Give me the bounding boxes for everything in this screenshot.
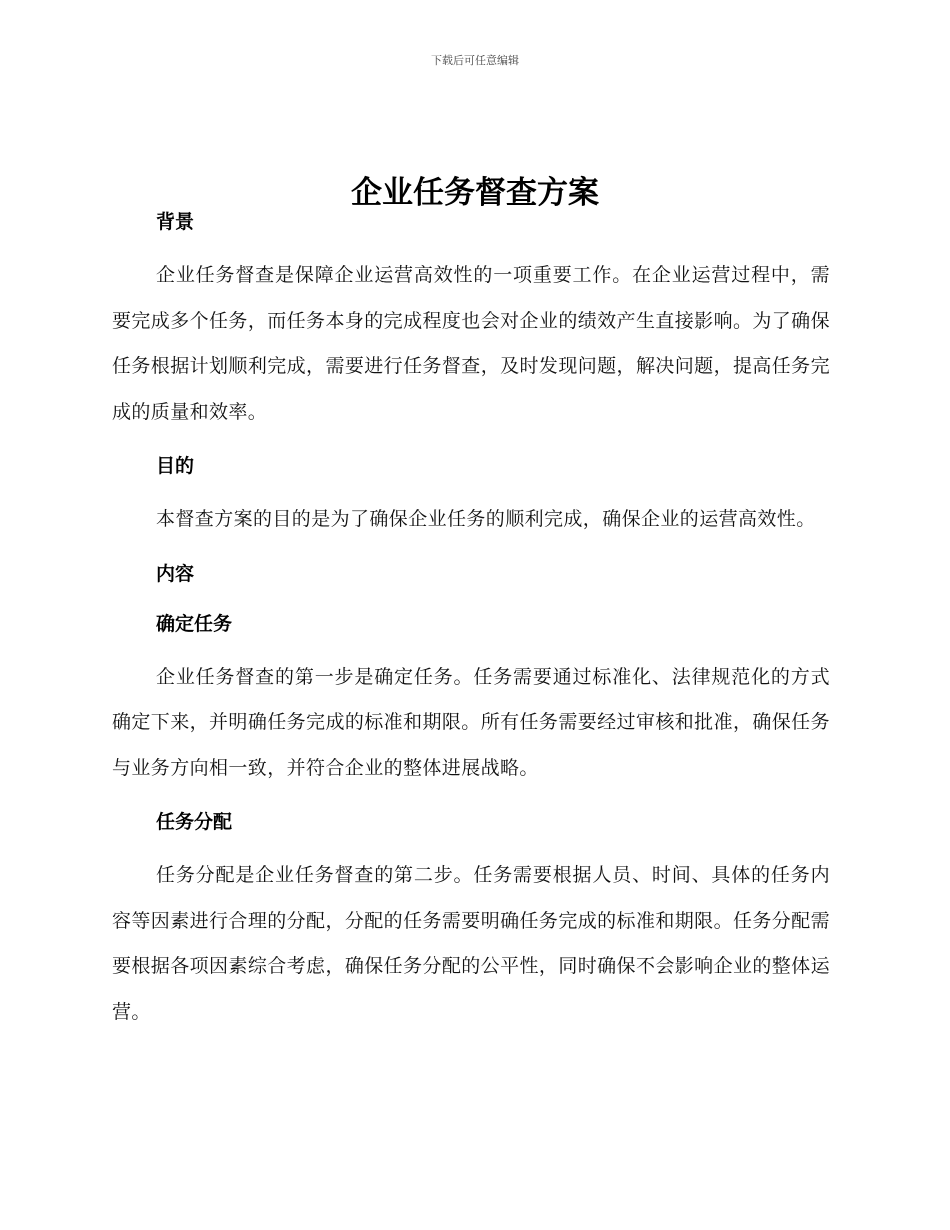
section-heading-purpose: 目的 [156,455,195,477]
document-body [112,197,830,1041]
paragraph-purpose: 本督查方案的目的是为了确保企业任务的顺利完成，确保企业的运营高效性。 [156,508,816,530]
section-heading-content: 内容 [156,562,195,585]
section-heading-background: 背景 [156,211,195,233]
paragraph-background: 企业任务督查是保障企业运营高效性的一项重要工作。在企业运营过程中，需要完成多个任务，而任务本身的完成程度也会对企业的绩效产生直接影响。为了确保任务根据计划顺利完成，需要进行任务督查，及时发现问题，解决问题，提高任务完成的质量和效率。 [112,264,830,423]
section-heading-task-assignment: 任务分配 [156,811,233,833]
section-heading-define-tasks: 确定任务 [156,612,233,635]
paragraph-define-tasks: 企业任务督查的第一步是确定任务。任务需要通过标准化、法律规范化的方式确定下来，并明确任务完成的标准和期限。所有任务需要经过审核和批准，确保任务与业务方向相一致，并符合企业的整体进展战略。 [112,665,830,779]
page-header-caption: 下载后可任意编辑 [431,54,519,67]
document-title: 企业任务督查方案 [351,174,599,211]
paragraph-task-assignment: 任务分配是企业任务督查的第二步。任务需要根据人员、时间、具体的任务内容等因素进行合理的分配，分配的任务需要明确任务完成的标准和期限。任务分配需要根据各项因素综合考虑，确保任务分配的公平性，同时确保不会影响企业的整体运营。 [112,864,830,1023]
